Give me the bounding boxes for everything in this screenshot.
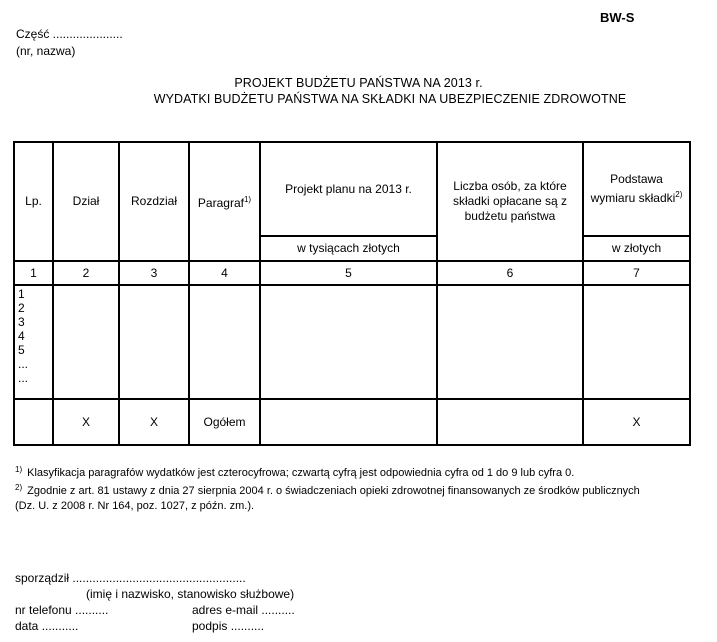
data-cell-podstawa[interactable] <box>583 285 690 399</box>
row-number: 4 <box>18 329 25 343</box>
budget-table <box>13 141 691 446</box>
total-lp <box>14 399 53 445</box>
document-title: PROJEKT BUDŻETU PAŃSTWA NA 2013 r. <box>234 76 483 90</box>
footnote-2-continuation: (Dz. U. z 2008 r. Nr 164, poz. 1027, z późn. zm.). <box>15 500 255 512</box>
unit-zloty: w złotych <box>583 236 690 261</box>
row-number-list <box>14 285 53 399</box>
data-cell-paragraf[interactable] <box>189 285 260 399</box>
header-paragraf <box>189 142 260 261</box>
phone-field[interactable]: nr telefonu .......... <box>15 603 109 617</box>
row-number: 1 <box>18 287 25 301</box>
header-podstawa-text: Podstawa wymiaru składki <box>590 172 676 205</box>
total-dzial: X <box>53 399 119 445</box>
footnote-ref-1: 1) <box>243 195 252 204</box>
footnote-2 <box>15 483 640 497</box>
total-paragraf: Ogółem <box>189 399 260 445</box>
data-cell-rozdzial[interactable] <box>119 285 189 399</box>
header-rozdzial: Rozdział <box>119 142 189 261</box>
header-projekt: Projekt planu na 2013 r. <box>260 142 437 236</box>
header-liczba: Liczba osób, za które składki opłacane są z budżetu państwa <box>437 142 583 261</box>
footnote-ref-2: 2) <box>675 190 683 199</box>
prepared-by-caption: (imię i nazwisko, stanowisko służbowe) <box>86 587 295 601</box>
part-sub-label: (nr, nazwa) <box>16 44 76 58</box>
footnote-2-mark: 2) <box>15 483 23 492</box>
column-number: 1 <box>14 261 53 285</box>
data-rows <box>14 285 690 399</box>
footnote-2-text: Zgodnie z art. 81 ustawy z dnia 27 sierpnia 2004 r. o świadczeniach opieki zdrowotnej finansowanych ze środków publicznych <box>27 485 640 497</box>
document-subtitle: WYDATKI BUDŻETU PAŃSTWA NA SKŁADKI NA UBEZPIECZENIE ZDROWOTNE <box>153 92 627 106</box>
row-number: ... <box>18 371 29 385</box>
column-number: 6 <box>437 261 583 285</box>
row-number: 2 <box>18 301 25 315</box>
header-lp: Lp. <box>14 142 53 261</box>
total-podstawa: X <box>583 399 690 445</box>
prepared-by-field[interactable]: sporządził .................................................... <box>15 571 246 585</box>
header-dzial: Dział <box>53 142 119 261</box>
total-row <box>14 399 690 445</box>
form-code: BW-S <box>600 10 635 25</box>
column-number: 7 <box>583 261 690 285</box>
data-cell-liczba[interactable] <box>437 285 583 399</box>
email-field[interactable]: adres e-mail .......... <box>192 603 295 617</box>
footnote-1 <box>15 465 574 479</box>
header-podstawa <box>583 142 690 236</box>
column-number: 2 <box>53 261 119 285</box>
footnote-1-mark: 1) <box>15 465 23 474</box>
total-projekt[interactable] <box>260 399 437 445</box>
column-number-row <box>14 261 690 285</box>
column-number: 3 <box>119 261 189 285</box>
column-number: 5 <box>260 261 437 285</box>
total-rozdzial: X <box>119 399 189 445</box>
total-liczba[interactable] <box>437 399 583 445</box>
data-cell-dzial[interactable] <box>53 285 119 399</box>
column-number: 4 <box>189 261 260 285</box>
footnote-1-text: Klasyfikacja paragrafów wydatków jest czterocyfrowa; czwartą cyfrą jest odpowiednia cyfra od 1 do 9 lub cyfra 0. <box>27 467 575 479</box>
date-field[interactable]: data ........... <box>15 619 79 633</box>
unit-thousands: w tysiącach złotych <box>260 236 437 261</box>
row-number: ... <box>18 357 29 371</box>
row-number: 5 <box>18 343 25 357</box>
data-cell-projekt[interactable] <box>260 285 437 399</box>
signature-field[interactable]: podpis .......... <box>192 619 265 633</box>
header-paragraf-text: Paragraf <box>197 196 244 210</box>
header-row <box>14 142 690 236</box>
row-number: 3 <box>18 315 25 329</box>
part-label: Część ..................... <box>16 27 123 41</box>
